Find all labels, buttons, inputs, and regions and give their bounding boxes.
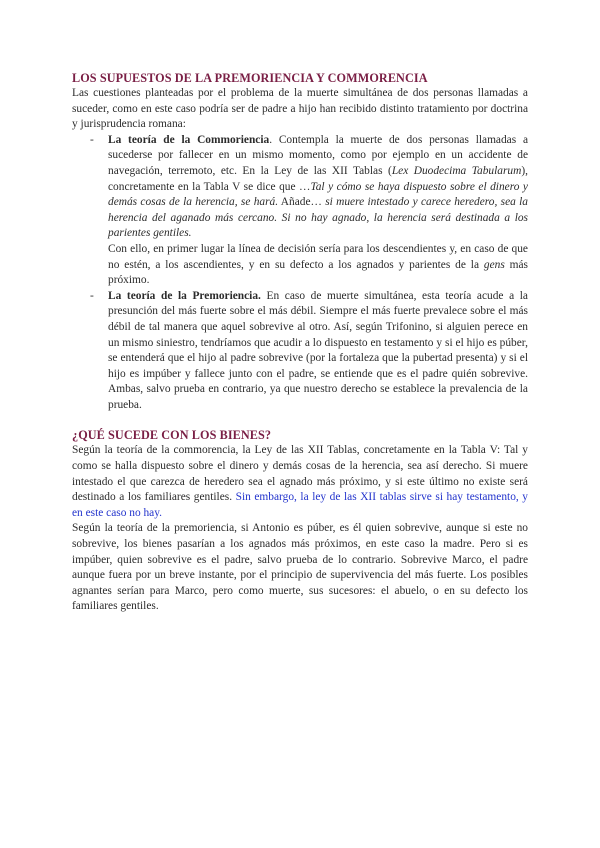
list-dash: -	[90, 133, 94, 146]
theory-list	[72, 133, 528, 414]
bienes-paragraph-2: Según la teoría de la premoriencia, si Antonio es púber, es él quien sobrevive, aunque si este no sobrevive, los bienes pasarían a los agnados más próximos, en este caso la madre. Pero si es impúber, quien sobrevive es el padre, salvo prueba de lo contrario. Sobrevive Marco, el padre aunque fuera por un breve instante, por el principio de supervivencia del más fuerte. Los posibles agnantes serían para Marco, pero como muerte, sus sucesores: el abuelo, o en su defecto los familiares gentiles.	[72, 522, 528, 613]
commoriencia-text-3: Añade…	[278, 196, 326, 209]
intro-paragraph: Las cuestiones planteadas por el problema de la muerte simultánea de dos personas llamadas a suceder, como en este caso podría ser de padre a hijo han recibido distinto tratamiento por doctrina y jurisprudencia romana:	[72, 87, 528, 131]
tabla-quote-1: Tal y cómo se haya dispuesto sobre el dinero y demás cosas de la herencia, se hará.	[108, 180, 528, 209]
highlighted-note: Sin embargo, la ley de las XII tablas sirve si hay testamento, y en este caso no hay.	[72, 491, 529, 519]
section-heading-bienes: ¿QUÉ SUCEDE CON LOS BIENES?	[72, 428, 272, 443]
lex-title: Lex Duodecima Tabularum	[391, 164, 522, 177]
gens-term: gens	[483, 258, 505, 271]
commoriencia-text-2: ), concretamente en la Tabla V se dice que …	[108, 164, 528, 193]
commoriencia-term: La teoría de la Commoriencia	[108, 133, 270, 146]
commorencia-analysis: Según la teoría de la commorencia, la Ley de las XII Tablas, concretamente en la Tabla V: Tal y como se halla dispuesto sobre el dinero y demás cosas de la herencia, sea así derecho. Si muere intestado el que carezca de heredero sea el agnado más próximo, y si este último no existe será destinado a los familiares gentiles.	[72, 444, 528, 504]
list-dash: -	[90, 289, 94, 302]
line-of-succession-end: más próximo.	[108, 258, 528, 287]
section-heading-supuestos: LOS SUPUESTOS DE LA PREMORIENCIA Y COMMORENCIA	[72, 71, 428, 85]
commoriencia-text-1: . Contempla la muerte de dos personas llamadas a sucederse por fallecer en un mismo momento, como por ejemplo en un accidente de navegación, terremoto, etc. En la Ley de las XII Tablas (	[108, 133, 528, 177]
line-of-succession-text: Con ello, en primer lugar la línea de decisión sería para los descendientes y, en caso de que no estén, a los ascendientes, y en su defecto a los agnados y parientes de la	[108, 242, 528, 271]
tabla-quote-2: si muere intestado y carece heredero, sea la herencia del aganado más cercano. Si no hay agnado, la herencia será destinada a los parientes gentiles.	[108, 196, 528, 240]
premoriencia-text: En caso de muerte simultánea, esta teoría acude a la presunción del más fuerte sobre el más débil. Siempre el más fuerte prevalece sobre el más débil de tal manera que aquel sobrevive al otro. Así, según Trifonino, si alguien perece en un mismo siniestro, tendríamos que acudir a lo dispuesto en testamento y si el hijo es púber, se entenderá que el hijo al padre sobrevive (por la fortaleza que la pubertad presenta) y si el hijo es impúber y fallece junto con el padre, se entiende que es el padre quién sobrevive. Ambas, salvo prueba en contrario, ya que nuestro derecho se establece la prevalencia de la prueba.	[108, 289, 528, 411]
list-item-premoriencia	[72, 289, 528, 414]
bienes-paragraph-1	[72, 443, 528, 521]
commoriencia-paragraph	[108, 133, 528, 242]
commoriencia-paragraph-2	[108, 242, 528, 289]
premoriencia-paragraph	[108, 289, 528, 414]
premoriencia-term: La teoría de la Premoriencia.	[108, 289, 261, 302]
list-item-commoriencia	[72, 133, 528, 289]
